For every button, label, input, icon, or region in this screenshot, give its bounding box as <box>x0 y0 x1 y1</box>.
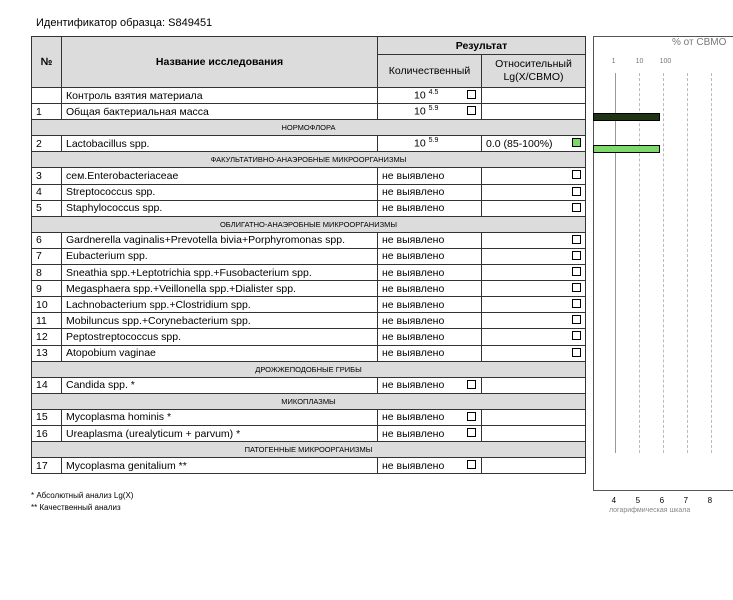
checkbox[interactable] <box>572 267 581 276</box>
section-header: ФАКУЛЬТАТИВНО-АНАЭРОБНЫЕ МИКРООРГАНИЗМЫ <box>32 152 586 168</box>
row-qty: не выявлено <box>378 265 482 281</box>
checkbox[interactable] <box>572 170 581 179</box>
row-name: Gardnerella vaginalis+Prevotella bivia+Porphyromonas spp. <box>62 232 378 248</box>
sample-id: Идентификатор образца: S849451 <box>36 17 213 29</box>
table-row: 8 Sneathia spp.+Leptotrichia spp.+Fusobacterium spp. не выявлено <box>32 265 586 281</box>
checkbox[interactable] <box>572 203 581 212</box>
row-name: Общая бактериальная масса <box>62 104 378 120</box>
table-row <box>32 88 586 104</box>
checkbox[interactable] <box>572 315 581 324</box>
checkbox[interactable] <box>467 412 476 421</box>
top-tick-label: 1 <box>611 58 616 65</box>
chart-title: % от СВМО <box>672 37 727 48</box>
checkbox[interactable] <box>572 299 581 308</box>
row-name: Mycoplasma hominis * <box>62 409 378 425</box>
row-qty: не выявлено <box>378 329 482 345</box>
checkbox[interactable] <box>467 460 476 469</box>
section-header: ПАТОГЕННЫЕ МИКРООРГАНИЗМЫ <box>32 442 586 458</box>
row-name: Candida spp. * <box>62 377 378 393</box>
row-qty: 10 $^{5.9}$ <box>378 104 482 120</box>
section-header: ДРОЖЖЕПОДОБНЫЕ ГРИБЫ <box>32 361 586 377</box>
row-name: Контроль взятия материала <box>62 88 378 104</box>
row-qty: не выявлено <box>378 409 482 425</box>
grid-line <box>711 73 712 453</box>
checkbox[interactable] <box>467 90 476 99</box>
table-row: 4 Streptococcus spp. не выявлено <box>32 184 586 200</box>
table-row: 17 Mycoplasma genitalium ** не выявлено <box>32 458 586 474</box>
row-name: Atopobium vaginae <box>62 345 378 361</box>
row-name: Megasphaera spp.+Veillonella spp.+Dialister spp. <box>62 281 378 297</box>
top-tick-label: 100 <box>659 58 672 65</box>
row-qty: не выявлено <box>378 200 482 216</box>
table-row: 11 Mobiluncus spp.+Corynebacterium spp. не выявлено <box>32 313 586 329</box>
x-tick-label: 5 <box>635 496 641 505</box>
row-name: Mobiluncus spp.+Corynebacterium spp. <box>62 313 378 329</box>
row-qty: не выявлено <box>378 458 482 474</box>
row-qty: 10 $^{4.5}$ <box>378 88 482 104</box>
row-relative: 0.0 (85-100%) <box>482 136 586 152</box>
section-header: ОБЛИГАТНО-АНАЭРОБНЫЕ МИКРООРГАНИЗМЫ <box>32 216 586 232</box>
row-qty: не выявлено <box>378 168 482 184</box>
checkbox[interactable] <box>467 106 476 115</box>
row-qty: не выявлено <box>378 232 482 248</box>
row-qty: не выявлено <box>378 313 482 329</box>
footnote-absolute: * Абсолютный анализ Lg(X) <box>31 491 134 500</box>
table-row: 1 Общая бактериальная масса 10 $^{5.9}$ <box>32 104 586 120</box>
grid-line <box>663 73 664 453</box>
x-tick-label: 6 <box>659 496 665 505</box>
row-qty: не выявлено <box>378 248 482 264</box>
checkbox[interactable] <box>467 380 476 389</box>
table-row: 15 Mycoplasma hominis * не выявлено <box>32 409 586 425</box>
row-name: Sneathia spp.+Leptotrichia spp.+Fusobacterium spp. <box>62 265 378 281</box>
chart-bar <box>593 145 660 153</box>
table-row: 13 Atopobium vaginae не выявлено <box>32 345 586 361</box>
table-row: 14 Candida spp. * не выявлено <box>32 377 586 393</box>
checkbox[interactable] <box>572 138 581 147</box>
top-tick-label: 10 <box>635 58 644 65</box>
results-table <box>31 36 586 474</box>
grid-line <box>615 73 616 453</box>
row-name: сем.Enterobacteriaceae <box>62 168 378 184</box>
row-name: Peptostreptococcus spp. <box>62 329 378 345</box>
grid-line <box>687 73 688 453</box>
table-row: 10 Lachnobacterium spp.+Clostridium spp. не выявлено <box>32 297 586 313</box>
row-qty: не выявлено <box>378 345 482 361</box>
row-name: Lachnobacterium spp.+Clostridium spp. <box>62 297 378 313</box>
row-qty: не выявлено <box>378 425 482 441</box>
chart-bar <box>593 113 660 121</box>
table-row: 3 сем.Enterobacteriaceae не выявлено <box>32 168 586 184</box>
row-name: Eubacterium spp. <box>62 248 378 264</box>
col-no: № <box>32 37 62 88</box>
row-qty: не выявлено <box>378 281 482 297</box>
row-qty: не выявлено <box>378 377 482 393</box>
section-header: МИКОПЛАЗМЫ <box>32 393 586 409</box>
table-row: 9 Megasphaera spp.+Veillonella spp.+Dialister spp. не выявлено <box>32 281 586 297</box>
checkbox[interactable] <box>572 331 581 340</box>
footnote-qualitative: ** Качественный анализ <box>31 503 121 512</box>
section-header: НОРМОФЛОРА <box>32 120 586 136</box>
row-qty: не выявлено <box>378 184 482 200</box>
checkbox[interactable] <box>572 187 581 196</box>
col-result: Результат <box>378 37 586 55</box>
x-tick-label: 4 <box>611 496 617 505</box>
grid-line <box>639 73 640 453</box>
chart-xlabel: логарифмическая шкала <box>609 507 691 514</box>
col-relative: Относительный Lg(X/СВМО) <box>482 55 586 88</box>
col-quantitative: Количественный <box>378 55 482 88</box>
row-name: Ureaplasma (urealyticum + parvum) * <box>62 425 378 441</box>
row-name: Mycoplasma genitalium ** <box>62 458 378 474</box>
row-name: Lactobacillus spp. <box>62 136 378 152</box>
x-tick-label: 8 <box>707 496 713 505</box>
checkbox[interactable] <box>572 283 581 292</box>
checkbox[interactable] <box>572 235 581 244</box>
row-name: Staphylococcus spp. <box>62 200 378 216</box>
row-qty: 10 $^{5.9}$ <box>378 136 482 152</box>
table-row: 2 Lactobacillus spp. 10 $^{5.9}$ 0.0 (85-100%) <box>32 136 586 152</box>
table-row: 12 Peptostreptococcus spp. не выявлено <box>32 329 586 345</box>
row-qty: не выявлено <box>378 297 482 313</box>
table-row: 7 Eubacterium spp. не выявлено <box>32 248 586 264</box>
checkbox[interactable] <box>467 428 476 437</box>
table-row: 16 Ureaplasma (urealyticum + parvum) * не выявлено <box>32 425 586 441</box>
table-row: 5 Staphylococcus spp. не выявлено <box>32 200 586 216</box>
table-row: 6 Gardnerella vaginalis+Prevotella bivia+Porphyromonas spp. не выявлено <box>32 232 586 248</box>
checkbox[interactable] <box>572 251 581 260</box>
x-tick-label: 7 <box>683 496 689 505</box>
checkbox[interactable] <box>572 348 581 357</box>
row-name: Streptococcus spp. <box>62 184 378 200</box>
col-name: Название исследования <box>62 37 378 88</box>
